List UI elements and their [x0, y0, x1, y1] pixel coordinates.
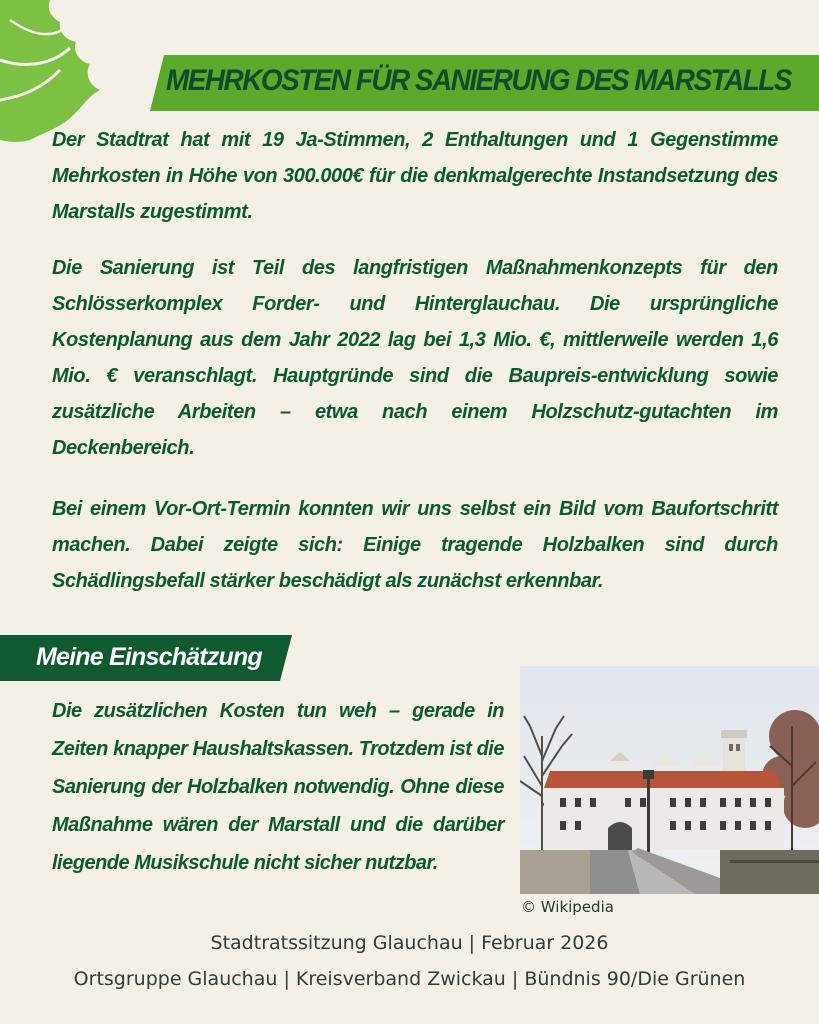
- footer-meeting-info: Stadtratssitzung Glauchau | Februar 2026: [210, 932, 609, 954]
- photo-credit: © Wikipedia: [521, 898, 614, 916]
- footer-organization: Ortsgruppe Glauchau | Kreisverband Zwickau | Bündnis 90/Die Grünen: [73, 968, 746, 990]
- opinion-heading: Meine Einschätzung: [36, 643, 262, 671]
- page-title: MEHRKOSTEN FÜR SANIERUNG DES MARSTALLS: [166, 64, 791, 97]
- paragraph-vote: Der Stadtrat hat mit 19 Ja-Stimmen, 2 Enthaltungen und 1 Gegenstimme Mehrkosten in Höhe von 300.000€ für die denkmalgerechte Instandsetzung des Marstalls zugestimmt.: [52, 129, 778, 223]
- opinion-text: Die zusätzlichen Kosten tun weh – gerade in Zeiten knapper Haushaltskassen. Trotzdem ist die Sanierung der Holzbalken notwendig. Ohne diese Maßnahme wären der Marstall und die darüber liegende Musikschule nicht sicher nutzbar.: [52, 700, 504, 874]
- paragraph-costs: Die Sanierung ist Teil des langfristigen Maßnahmenkonzepts für den Schlösserkomplex Forder- und Hinterglauchau. Die ursprüngliche Kostenplanung aus dem Jahr 2022 lag bei 1,3 Mio. €, mittlerweile werden 1,6 Mio. € veranschlagt. Hauptgründe sind die Baupreis-entwicklung sowie zusätzliche Arbeiten – etwa nach einem Holzschutz-gutachten im Deckenbereich.: [52, 257, 778, 459]
- castle-photo: [520, 666, 819, 894]
- paragraph-site-visit: Bei einem Vor-Ort-Termin konnten wir uns selbst ein Bild vom Baufortschritt machen. Dabei zeigte sich: Einige tragende Holzbalken sind durch Schädlingsbefall stärker beschädigt als zunächst erkennbar.: [52, 498, 778, 592]
